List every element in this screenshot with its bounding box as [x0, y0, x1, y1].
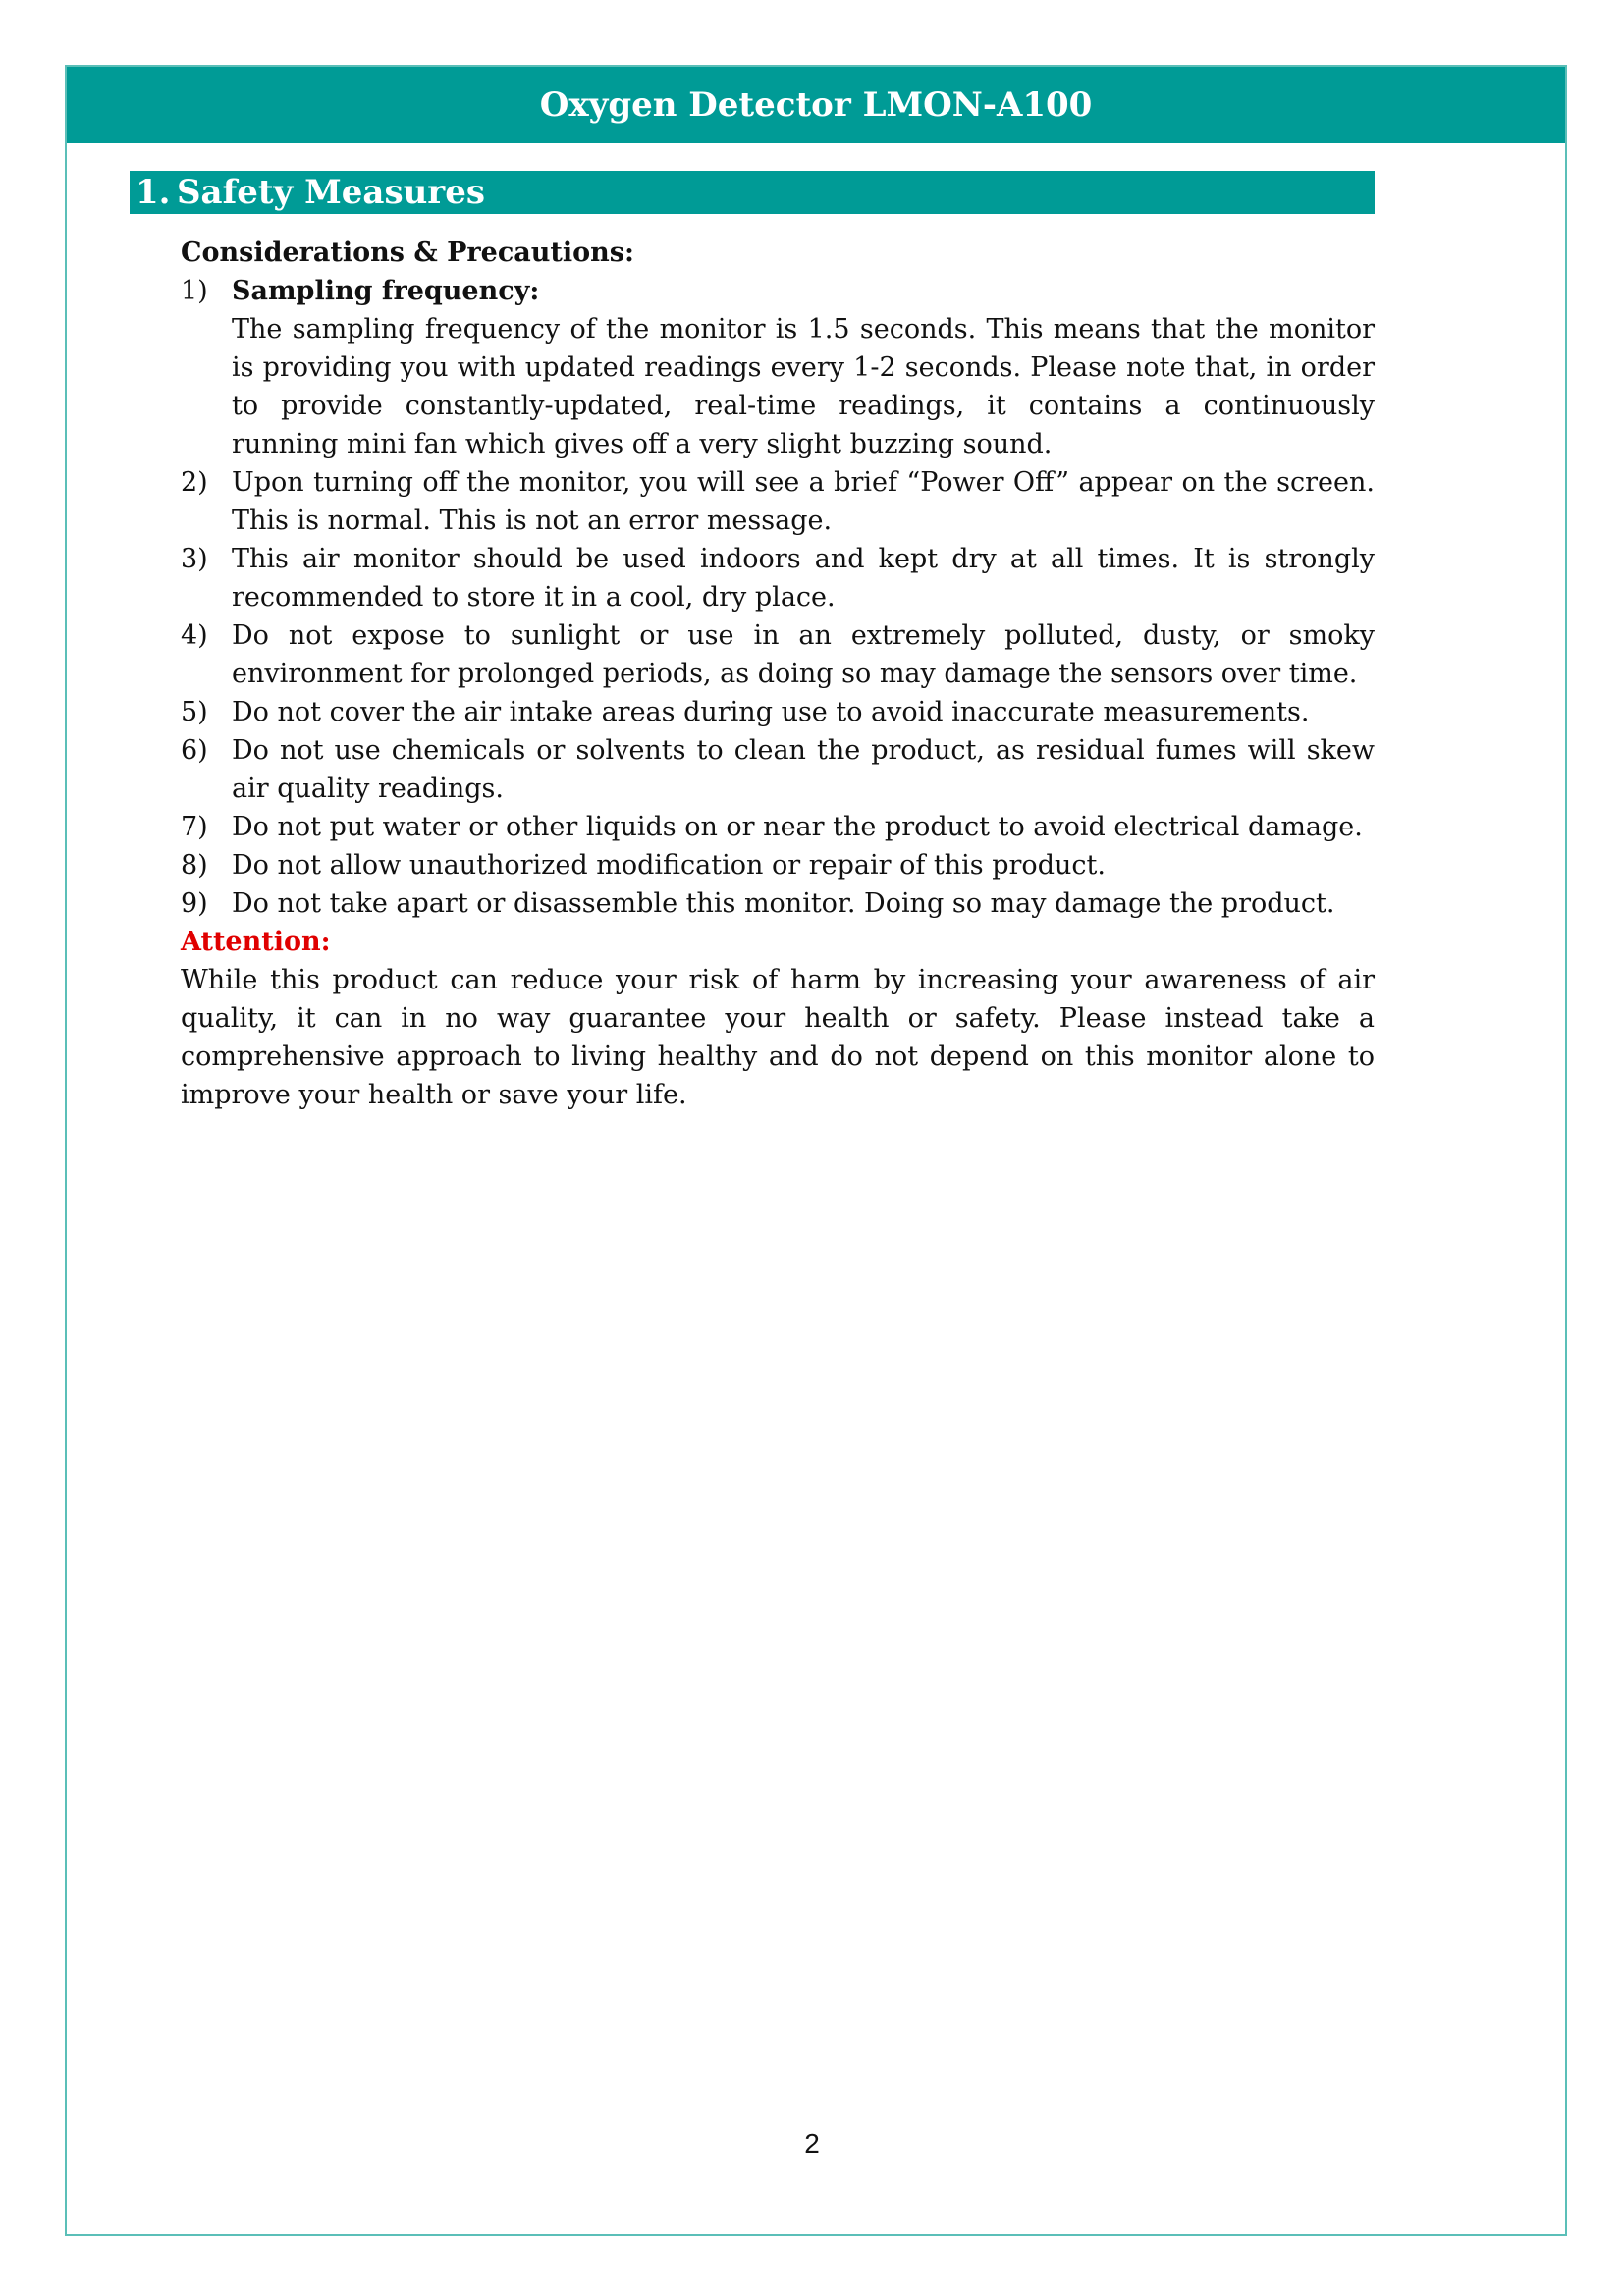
item-number: 2)	[181, 467, 208, 498]
section-number: 1.	[135, 173, 171, 212]
item-text: Do not allow unauthorized modification or repair of this product.	[232, 850, 1106, 881]
list-item	[181, 540, 1375, 616]
list-item	[181, 463, 1375, 540]
item-text: Upon turning off the monitor, you will see a brief “Power Off” appear on the screen. This is normal. This is not an error message.	[232, 467, 1375, 536]
document-body	[181, 234, 1375, 1114]
item-text: This air monitor should be used indoors and kept dry at all times. It is strongly recommended to store it in a cool, dry place.	[232, 544, 1375, 613]
item-number: 1)	[181, 276, 208, 306]
item-number: 5)	[181, 697, 208, 727]
item-number: 8)	[181, 850, 208, 881]
page-number: 2	[804, 2128, 820, 2159]
item-number: 7)	[181, 812, 208, 842]
item-text: Do not take apart or disassemble this monitor. Doing so may damage the product.	[232, 888, 1335, 919]
item-text: Do not cover the air intake areas during use to avoid inaccurate measurements.	[232, 697, 1310, 727]
list-item	[181, 884, 1375, 923]
item-number: 4)	[181, 620, 208, 651]
attention-text: While this product can reduce your risk of harm by increasing your awareness of air quality, it can in no way guarantee your health or safety. Please instead take a comprehensive approach to living healthy and do not depend on this monitor alone to improve your health or save your life.	[181, 965, 1375, 1110]
list-item	[181, 808, 1375, 846]
item-number: 3)	[181, 544, 208, 574]
considerations-heading: Considerations & Precautions:	[181, 238, 634, 268]
section-title: Safety Measures	[177, 173, 485, 212]
header-band	[67, 67, 1565, 143]
item-text: Do not expose to sunlight or use in an extremely polluted, dusty, or smoky environment for prolonged periods, as doing so may damage the sensors over time.	[232, 620, 1375, 689]
list-item	[181, 693, 1375, 731]
list-item	[181, 616, 1375, 693]
item-text: Do not put water or other liquids on or near the product to avoid electrical damage.	[232, 812, 1363, 842]
list-item	[181, 731, 1375, 808]
list-item	[181, 272, 1375, 463]
item-number: 6)	[181, 735, 208, 766]
attention-label: Attention:	[181, 927, 331, 957]
item-heading: Sampling frequency:	[232, 276, 540, 306]
document-title: Oxygen Detector LMON-A100	[539, 85, 1093, 125]
item-number: 9)	[181, 888, 208, 919]
precautions-list	[181, 272, 1375, 923]
list-item	[181, 846, 1375, 884]
item-text: Do not use chemicals or solvents to clean the product, as residual fumes will skew air quality readings.	[232, 735, 1375, 804]
section-heading	[130, 171, 1375, 214]
item-text: The sampling frequency of the monitor is 1.5 seconds. This means that the monitor is providing you with updated readings every 1-2 seconds. Please note that, in order to provide constantly-updated, real-time readings, it contains a continuously running mini fan which gives off a very slight buzzing sound.	[232, 314, 1375, 459]
